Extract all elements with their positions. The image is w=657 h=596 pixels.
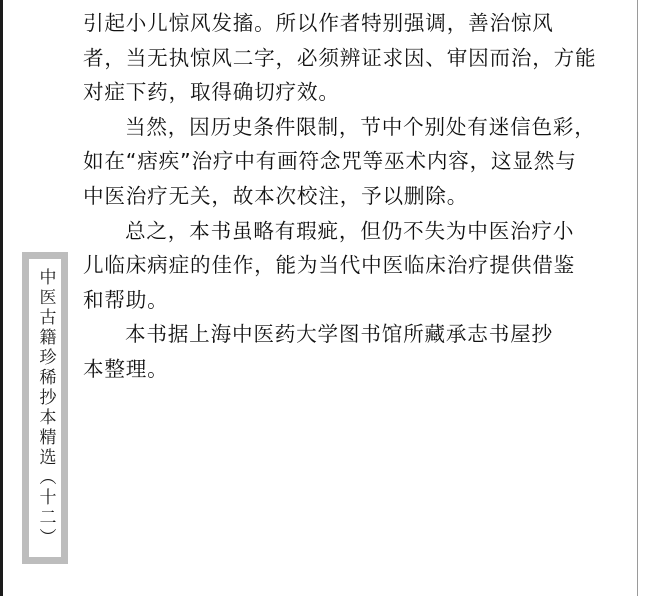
right-page-edge — [637, 0, 638, 596]
text-line: 者，当无执惊风二字，必须辨证求因、审因而治，方能 — [83, 45, 597, 70]
body-text — [83, 6, 597, 387]
paragraph-superstition-note — [83, 110, 596, 214]
series-side-tab — [22, 252, 68, 564]
text-line: 引起小儿惊风发搐。所以作者特别强调，善治惊风 — [83, 11, 554, 35]
text-line: 当然，因历史条件限制，节中个别处有迷信色彩， — [125, 114, 596, 139]
text-line: 总之，本书虽略有瑕疵，但仍不失为中医治疗小 — [125, 218, 575, 243]
left-page-edge — [0, 0, 3, 596]
paragraph-convulsion-summary — [83, 6, 597, 110]
text-line: 本整理。 — [83, 356, 169, 381]
series-side-tab-inner — [29, 259, 61, 557]
text-line: 本书据上海中医药大学图书馆所藏承志书屋抄 — [125, 322, 553, 347]
series-title: 中医古籍珍稀抄本精选（十二） — [35, 268, 56, 548]
paragraph-conclusion — [83, 214, 583, 318]
text-line: 和帮助。 — [83, 287, 169, 312]
text-line: 对症下药，取得确切疗效。 — [83, 80, 340, 105]
text-line: 中医治疗无关，故本次校注，予以删除。 — [83, 183, 469, 208]
text-line: 儿临床病症的佳作，能为当代中医临床治疗提供借鉴 — [83, 253, 576, 278]
paragraph-source-note — [83, 317, 583, 386]
text-line: 如在“痞疾”治疗中有画符念咒等巫术内容，这显然与 — [83, 149, 577, 174]
